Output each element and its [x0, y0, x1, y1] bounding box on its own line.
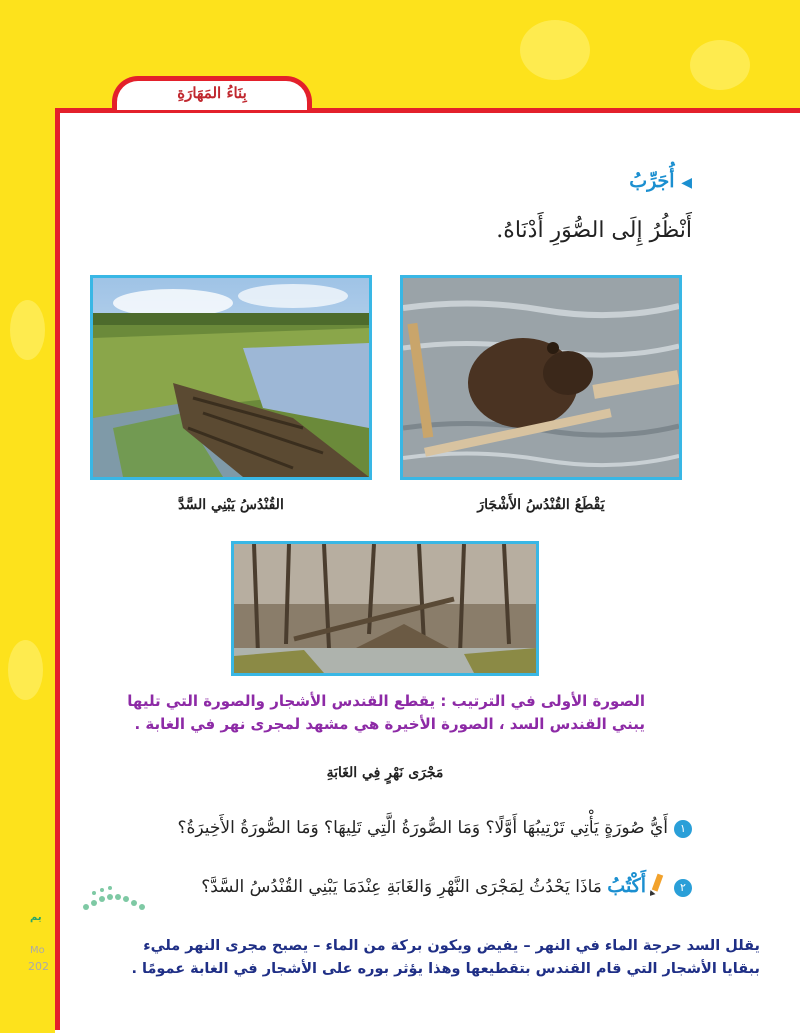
- answer-effects-line2: ببقايا الأشجار التي قام القندس بتقطيعها وهذا يؤثر بوره على الأشجار في الغابة عمومًا .: [131, 961, 760, 977]
- side-mark-bottom: 202: [28, 960, 49, 973]
- answer-ordering-line1: الصورة الأولى في الترتيب : يقطع القندس الأشجار والصورة التي تليها: [127, 692, 645, 710]
- play-arrow-icon: ◀: [681, 175, 692, 191]
- photo3-caption: مَجْرَى نَهْرٍ فِي الغَابَةِ: [326, 765, 444, 781]
- logo-watermark: [80, 885, 155, 915]
- photo1-caption: القُنْدُسُ يَبْنِي السَّدَّ: [178, 497, 284, 513]
- pencil-icon: [650, 872, 664, 903]
- activity-heading: [629, 170, 692, 192]
- photo-beaver-cutting: [400, 275, 682, 480]
- decor-blob: [690, 40, 750, 90]
- photo-beaver-dam: [90, 275, 372, 480]
- answer-effects-line1: يقلل السد حرجة الماء في النهر – يفيض ويكون بركة من الماء – يصبح مجرى النهر مليء: [143, 938, 760, 954]
- question-1-number: ١: [674, 820, 692, 838]
- decor-blob: [10, 300, 45, 360]
- beaver-dam-image: [93, 278, 369, 477]
- decor-blob: [520, 20, 590, 80]
- answer-ordering-line2: يبني القندس السد ، الصورة الأخيرة هي مشهد لمجرى نهر في الغابة .: [134, 715, 645, 733]
- photo2-caption: يَقْطَعُ القُنْدُسُ الأَشْجَارَ: [477, 497, 605, 513]
- decor-blob: [8, 640, 43, 700]
- question-1: [177, 818, 692, 838]
- side-mark-middle: Mo: [30, 945, 45, 956]
- left-frame-band: [0, 0, 55, 1033]
- side-mark-top: يم: [30, 912, 42, 923]
- photo-forest-river: [231, 541, 539, 676]
- answer-ordering: [65, 690, 645, 736]
- question-2-text: مَاذَا يَحْدُثُ لِمَجْرَى النَّهْرِ وَالغَابَةِ عِنْدَمَا يَبْنِي القُنْدُسُ السَّدَّ؟: [201, 877, 602, 897]
- activity-instruction: أَنْظُرُ إِلَى الصُّوَرِ أَدْنَاهُ.: [496, 218, 692, 243]
- answer-effects: [40, 935, 760, 981]
- beaver-image: [403, 278, 679, 477]
- question-2-number: ٢: [674, 879, 692, 897]
- forest-river-image: [234, 544, 536, 673]
- red-frame-line-left: [55, 108, 60, 1030]
- question-1-text: أَيُّ صُورَةٍ يَأْتِي تَرْتِيبُهَا أَوَّلًا؟ وَمَا الصُّورَةُ الَّتِي تَلِيهَا؟ وَمَا الصُّورَةُ الأَخِيرَةُ؟: [177, 818, 668, 838]
- question-2-verb: أَكْتُبُ: [607, 875, 646, 897]
- question-2: [201, 872, 692, 903]
- activity-heading-text: أُجَرِّبُ: [629, 170, 675, 192]
- section-tab-label: بِنَاءُ المَهَارَةِ: [177, 84, 247, 102]
